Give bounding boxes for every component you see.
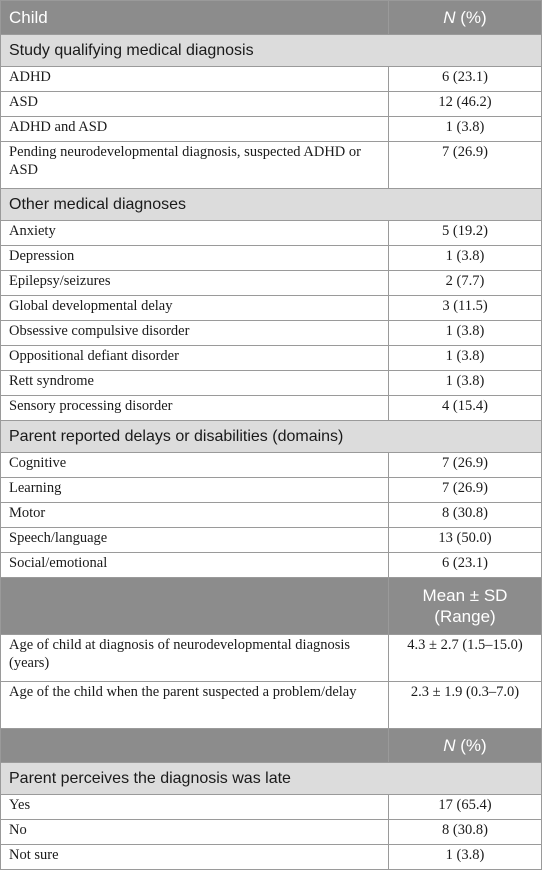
section-header-row (1, 763, 542, 795)
row-label: Obsessive compulsive disorder (1, 321, 389, 346)
table-row (1, 795, 542, 820)
row-label: Not sure (1, 845, 389, 870)
row-value: 8 (30.8) (389, 820, 542, 845)
table-row (1, 271, 542, 296)
row-value: 1 (3.8) (389, 371, 542, 396)
section-header-row (1, 421, 542, 453)
header-n-symbol: N (443, 735, 456, 755)
header-blank (1, 578, 389, 635)
header-percent-label: (%) (455, 735, 487, 755)
table-row (1, 117, 542, 142)
table-row (1, 221, 542, 246)
row-label: Sensory processing disorder (1, 396, 389, 421)
row-value: 4 (15.4) (389, 396, 542, 421)
table-header-row (1, 1, 542, 35)
table-row (1, 142, 542, 189)
row-value: 7 (26.9) (389, 478, 542, 503)
row-label: Social/emotional (1, 553, 389, 578)
row-label: Epilepsy/seizures (1, 271, 389, 296)
row-value: 17 (65.4) (389, 795, 542, 820)
table-row (1, 296, 542, 321)
table-row (1, 246, 542, 271)
row-value: 3 (11.5) (389, 296, 542, 321)
row-value: 7 (26.9) (389, 142, 542, 189)
header-child: Child (1, 1, 389, 35)
n-percent-header-row (1, 729, 542, 763)
row-label: Yes (1, 795, 389, 820)
table-row (1, 396, 542, 421)
table-row (1, 92, 542, 117)
row-value: 1 (3.8) (389, 845, 542, 870)
section-header-row (1, 189, 542, 221)
header-n-symbol: N (443, 7, 456, 27)
row-label: ASD (1, 92, 389, 117)
row-value: 2.3 ± 1.9 (0.3–7.0) (389, 682, 542, 729)
table-row (1, 478, 542, 503)
row-label: Cognitive (1, 453, 389, 478)
row-label: Motor (1, 503, 389, 528)
section-title: Study qualifying medical diagnosis (1, 35, 542, 67)
row-label: Age of the child when the parent suspected a problem/delay (1, 682, 389, 729)
table-row (1, 67, 542, 92)
row-value: 1 (3.8) (389, 321, 542, 346)
table-row (1, 453, 542, 478)
row-value: 1 (3.8) (389, 346, 542, 371)
row-value: 6 (23.1) (389, 553, 542, 578)
section-header-row (1, 35, 542, 67)
row-value: 8 (30.8) (389, 503, 542, 528)
table-row (1, 321, 542, 346)
header-n-percent (389, 1, 542, 35)
row-label: Depression (1, 246, 389, 271)
row-label: Age of child at diagnosis of neurodevelopmental diagnosis (years) (1, 635, 389, 682)
header-blank (1, 729, 389, 763)
table-row (1, 635, 542, 682)
table-row (1, 346, 542, 371)
header-mean-sd-line1: Mean ± SD (422, 586, 508, 605)
header-mean-sd (389, 578, 542, 635)
row-label: ADHD and ASD (1, 117, 389, 142)
table-row (1, 553, 542, 578)
row-value: 2 (7.7) (389, 271, 542, 296)
row-label: Global developmental delay (1, 296, 389, 321)
table-row (1, 371, 542, 396)
row-value: 1 (3.8) (389, 117, 542, 142)
row-label: ADHD (1, 67, 389, 92)
row-value: 13 (50.0) (389, 528, 542, 553)
table-row (1, 528, 542, 553)
table-row (1, 845, 542, 870)
row-label: Learning (1, 478, 389, 503)
row-value: 1 (3.8) (389, 246, 542, 271)
row-label: Pending neurodevelopmental diagnosis, suspected ADHD or ASD (1, 142, 389, 189)
section-title: Other medical diagnoses (1, 189, 542, 221)
header-mean-sd-line2: (Range) (434, 607, 496, 626)
table-row (1, 503, 542, 528)
row-label: Speech/language (1, 528, 389, 553)
row-label: Oppositional defiant disorder (1, 346, 389, 371)
row-value: 12 (46.2) (389, 92, 542, 117)
header-n-percent (389, 729, 542, 763)
mean-sd-header-row (1, 578, 542, 635)
row-value: 6 (23.1) (389, 67, 542, 92)
section-title: Parent perceives the diagnosis was late (1, 763, 542, 795)
row-label: Anxiety (1, 221, 389, 246)
row-label: Rett syndrome (1, 371, 389, 396)
row-label: No (1, 820, 389, 845)
row-value: 4.3 ± 2.7 (1.5–15.0) (389, 635, 542, 682)
row-value: 7 (26.9) (389, 453, 542, 478)
row-value: 5 (19.2) (389, 221, 542, 246)
table-row (1, 820, 542, 845)
table-row (1, 682, 542, 729)
section-title: Parent reported delays or disabilities (domains) (1, 421, 542, 453)
header-percent-label: (%) (455, 7, 487, 27)
